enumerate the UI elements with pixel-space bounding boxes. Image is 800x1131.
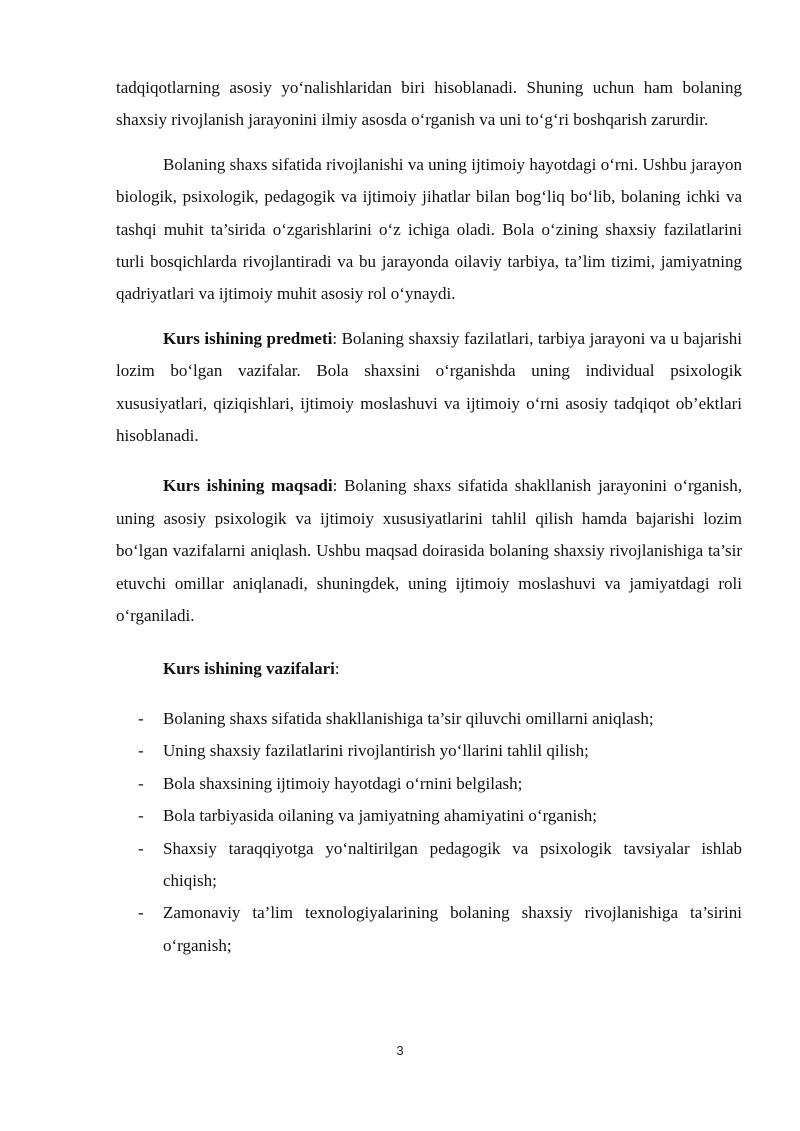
tasks-list <box>116 703 742 962</box>
goal-paragraph <box>116 470 742 632</box>
tasks-colon: : <box>334 658 340 678</box>
list-item <box>116 735 742 767</box>
subject-text: : Bolaning shaxsiy fazilatlari, tarbiya jarayoni va u bajarishi lozim bo‘lgan vazifalar. Bola shaxsini o‘rganishda uning individual psixologik xususiyatlari, qiziqishlari, ijtimoiy moslashuvi va ijtimoiy o‘rni asosiy tadqiqot ob’ektlari hisoblanadi. <box>116 328 742 446</box>
list-item <box>116 897 742 962</box>
goal-text: : Bolaning shaxs sifatida shakllanish jarayonini o‘rganish, uning asosiy psixologik va ijtimoiy xususiyatlarini tahlil qilish hamda bajarishi lozim bo‘lgan vazifalarni aniqlash. Ushbu maqsad doirasida bolaning shaxsiy rivojlanishiga ta’sir etuvchi omillar aniqlanadi, shuningdek, uning ijtimoiy moslashuvi va jamiyatdagi roli o‘rganiladi. <box>116 476 742 626</box>
list-item <box>116 703 742 735</box>
list-item-text: Shaxsiy taraqqiyotga yo‘naltirilgan pedagogik va psixologik tavsiyalar ishlab chiqish; <box>163 838 742 890</box>
tasks-label: Kurs ishining vazifalari <box>163 658 335 678</box>
subject-paragraph <box>116 323 742 453</box>
intro-continuation-paragraph: tadqiqotlarning asosiy yo‘nalishlaridan biri hisoblanadi. Shuning uchun ham bolaning shaxsiy rivojlanish jarayonini ilmiy asosda o‘rganish va uni to‘g‘ri boshqarish zarurdir. <box>116 78 742 130</box>
list-item-text: Bola tarbiyasida oilaning va jamiyatning ahamiyatini o‘rganish; <box>163 806 598 826</box>
list-bullet: - <box>138 806 144 826</box>
list-item-text: Bola shaxsining ijtimoiy hayotdagi o‘rnini belgilash; <box>163 773 523 793</box>
list-bullet: - <box>138 773 144 793</box>
list-item <box>116 833 742 898</box>
list-item <box>116 800 742 832</box>
subject-label: Kurs ishining predmeti <box>163 328 333 348</box>
list-item-text: Zamonaviy ta’lim texnologiyalarining bolaning shaxsiy rivojlanishiga ta’sirini o‘rganish; <box>163 903 742 955</box>
document-page <box>116 72 742 962</box>
list-bullet: - <box>138 838 144 858</box>
list-item <box>116 768 742 800</box>
list-item-text: Uning shaxsiy fazilatlarini rivojlantirish yo‘llarini tahlil qilish; <box>163 741 589 761</box>
tasks-heading <box>116 653 742 685</box>
list-item-text: Bolaning shaxs sifatida shakllanishiga ta’sir qiluvchi omillarni aniqlash; <box>163 708 654 728</box>
list-bullet: - <box>138 741 144 761</box>
list-bullet: - <box>138 903 144 923</box>
goal-label: Kurs ishining maqsadi <box>163 476 333 496</box>
page-number: 3 <box>396 1043 404 1058</box>
development-paragraph: Bolaning shaxs sifatida rivojlanishi va uning ijtimoiy hayotdagi o‘rni. Ushbu jarayon biologik, psixologik, pedagogik va ijtimoiy jihatlar bilan bog‘liq bo‘lib, bolaning ichki va tashqi muhit ta’sirida o‘zgarishlarini o‘z ichiga oladi. Bola o‘zining shaxsiy fazilatlarini turli bosqichlarda rivojlantiradi va bu jarayonda oilaviy tarbiya, ta’lim tizimi, jamiyatning qadriyatlari va ijtimoiy muhit asosiy rol o‘ynaydi. <box>116 154 742 304</box>
list-bullet: - <box>138 708 144 728</box>
